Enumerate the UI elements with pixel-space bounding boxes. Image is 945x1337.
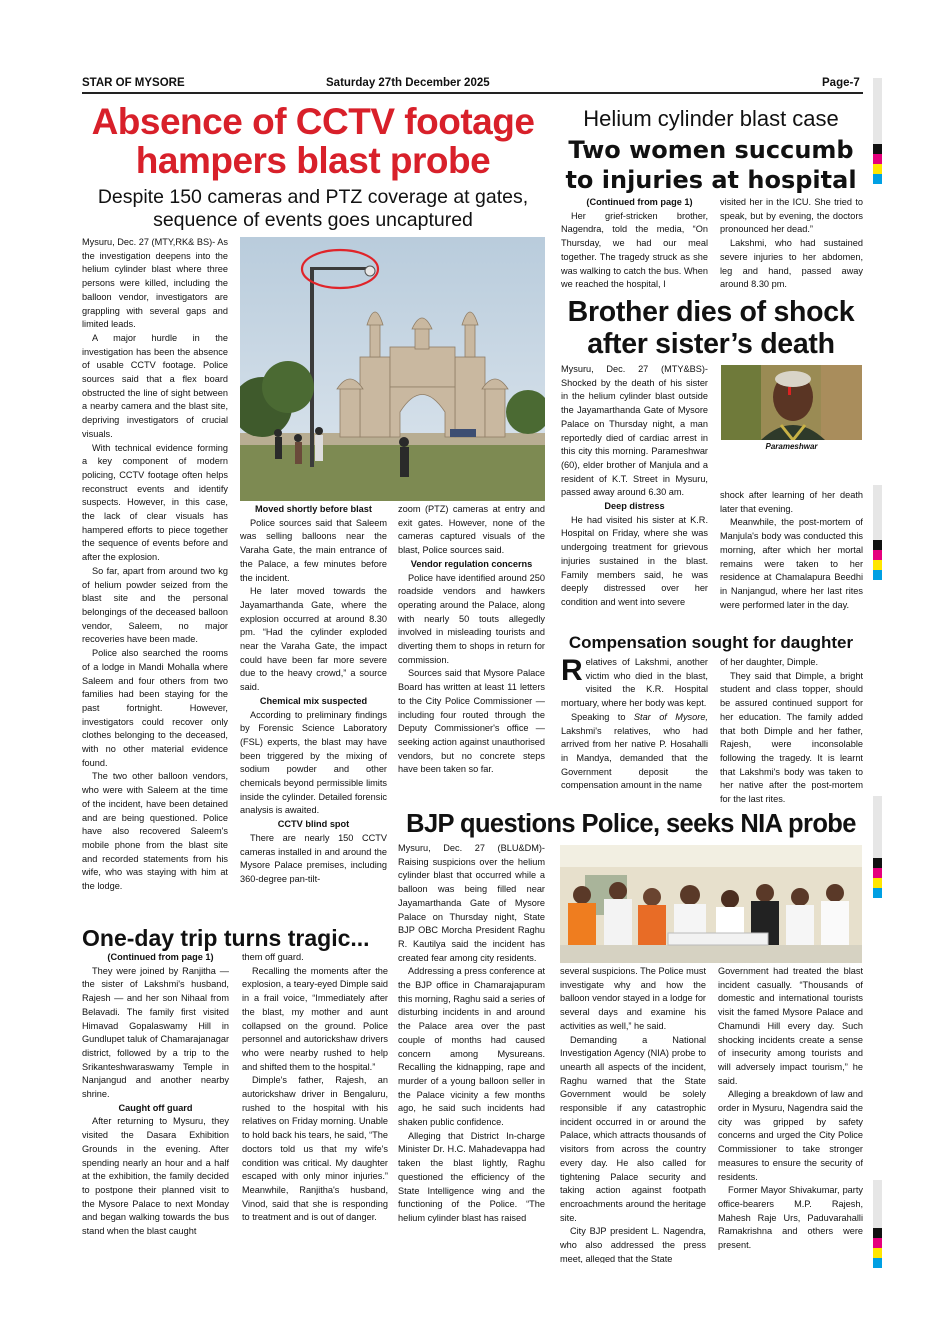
paragraph: The two other balloon vendors, who were with Saleem at the time of the incident, have been detained and are being questioned. Police have also recovered Saleem's mobile phone from the blast site and recorded statements from his wife, who was staying with him at the lodge.: [82, 771, 228, 892]
paper-name: STAR OF MYSORE: [82, 77, 185, 89]
paragraph: Addressing a press conference at the BJP office in Chamarajapuram this morning, Raghu said a series of disturbing incidents in and around the Palace area over the past couple of months had caused concern among Mysureans. Recalling the kidnapping, rape and murder of a young balloon seller in the Palace vicinity a few months ago, he said such incidents had shaken public confidence.: [398, 966, 545, 1128]
paragraph: Recalling the moments after the explosion, a teary-eyed Dimple said in a frail voice, “Immediately after the blast, my mother and aunt collapsed on the ground. Police personnel and autorickshaw drivers who were nearby rushed to help and shifted them to the hospital.”: [242, 965, 388, 1072]
trip-column-1: [82, 951, 229, 1263]
brother-headline: Brother dies of shock after sister’s death: [567, 296, 855, 360]
paragraph: After returning to Mysuru, they visited the Dasara Exhibition Grounds in the evening. After spending nearly an hour and a half at the exhibition, the family decided to postpone their planned visit to the Mysore Palace to next Monday and began walking towards the bus stand when the blast caught: [82, 1116, 229, 1237]
masthead-rule: [82, 92, 863, 94]
subheading: Moved shortly before blast: [255, 504, 372, 514]
paragraph: Government had treated the blast incident casually. “Thousands of domestic and international tourists visit the famed Mysore Palace and Chamundi Hill every day. Such shocking incidents create a sense of insecurity among tourists and will adversely impact tourism,” he said.: [718, 966, 863, 1086]
bjp-column-1: [398, 842, 545, 1262]
bjp-column-3: [718, 965, 863, 1263]
paragraph: So far, apart from around two kg of helium powder seized from the blast site and the personal belongings of the deceased balloon vendor, Saleem, no major recoveries have been made.: [82, 565, 228, 645]
paragraph: them off guard.: [242, 952, 304, 962]
paragraph: Sources said that Mysore Palace Board has written at least 11 letters to the City Police Commissioner — including four routed through the Deputy Commissioner's office — seeking action against unauthorised vendors, but no concrete steps have been taken so far.: [398, 668, 545, 775]
paragraph: They said that Dimple, a bright student and class topper, should be assured continued support for her education. The family added that both Dimple and her father, Rajesh, were inconsolable following the tragedy. It is learnt that Lakshmi's body was taken to her native after the post-mortem for the last rites.: [720, 670, 863, 805]
publication-name: Star of Mysore,: [633, 711, 708, 722]
paragraph: of her daughter, Dimple.: [720, 657, 819, 667]
registration-cyan: [873, 174, 882, 184]
paragraph: Meanwhile, the post-mortem of Manjula's body was conducted this morning, after which her mortal remains were taken to her residence at Chamalapura Beedhi in Nanjangud, where her last rites were performed later in the day.: [720, 517, 863, 610]
brother-column-2: [720, 489, 863, 629]
bjp-headline: BJP questions Police, seeks NIA probe: [406, 810, 856, 838]
registration-black-3: [873, 858, 882, 868]
page-number: Page-7: [822, 77, 860, 89]
registration-strip: [873, 78, 882, 144]
helium-column-2: [720, 196, 863, 296]
cctv-column-3: [398, 503, 545, 813]
portrait-illustration: [721, 365, 862, 440]
paragraph: Police sources said that Saleem was selling balloons near the Varaha Gate, the main entrance of the Palace, a few minutes before the incident.: [240, 517, 387, 583]
subheading: Vendor regulation concerns: [410, 558, 533, 569]
palace-gate-photo: [240, 237, 545, 501]
paragraph: Alleging that District In-charge Minister Dr. H.C. Mahadevappa had taken the blast lightly, Raghu questioned the efficiency of the State Intelligence wing and the functioning of the Police. “The helium cylinder blast has raised: [398, 1130, 545, 1223]
photo-caption: Parameshwar: [765, 442, 818, 451]
paragraph: A major hurdle in the investigation has been the absence of usable CCTV footage. Police sources said that a flex board obstructed the line of sight between a nearby camera and the blast site, depriving investigators of crucial visuals.: [82, 332, 228, 439]
paragraph: [561, 711, 708, 793]
paragraph: [561, 656, 708, 711]
subheading: CCTV blind spot: [277, 819, 350, 830]
paragraph-text: Lakshmi's relatives, who had arrived from her native P. Hosahalli in Mandya, demanded that the Government deposit the compensation amount in the name: [561, 725, 708, 791]
registration-cyan-2: [873, 570, 882, 580]
registration-yellow: [873, 164, 882, 174]
subheading: Deep distress: [604, 501, 665, 512]
paragraph: With technical evidence forming a key component of modern policing, CCTV footage often helps reconstruct events and identify suspects. However, in this case, the lack of clear visuals has hampered efforts to piece together the sequence of events before and after the explosion.: [82, 442, 228, 563]
paragraph: Her grief-stricken brother, Nagendra, told the media, “On Thursday, we had our meal together. The tragedy struck as she was walking to catch the bus. When we reached the hospital, I: [561, 210, 708, 290]
registration-magenta-2: [873, 550, 882, 560]
paragraph: Mysuru, Dec. 27 (MTY,RK& BS)- As the investigation deepens into the helium cylinder blast where three persons were killed, including the balloon vendor, investigators are grappling with several gaps and limited leads.: [82, 237, 228, 330]
paragraph: Dimple's father, Rajesh, an autorickshaw driver in Bengaluru, rushed to the hospital with his relatives on Friday morning. Unable to hold back his tears, he said, “The doctors told us that my wife's condition was critical. My daughter escaped with only minor injuries.” Meanwhile, Ranjitha's husband, Vinod, said that she is responding to treatment and is out of danger.: [242, 1075, 388, 1223]
palace-gate-illustration: [240, 237, 545, 501]
registration-black-2: [873, 540, 882, 550]
paragraph: City BJP president L. Nagendra, who also addressed the press meet, alleged that the State: [560, 1226, 706, 1263]
registration-cyan-3: [873, 888, 882, 898]
cctv-subhead: Despite 150 cameras and PTZ coverage at gates, sequence of events goes uncaptured: [97, 186, 529, 231]
paragraph: Lakshmi, who had sustained severe injuries to her abdomen, leg and hand, passed away around 8.30 pm.: [720, 238, 863, 290]
registration-strip-2: [873, 485, 882, 540]
registration-magenta-3: [873, 868, 882, 878]
paragraph: Alleging a breakdown of law and order in Mysuru, Nagendra said the city was gripped by safety concerns and urged the City Police Commissioner to take stronger measures to ensure the security of residents.: [718, 1089, 863, 1182]
subheading: Caught off guard: [118, 1102, 193, 1113]
paragraph: Demanding a National Investigation Agency (NIA) probe to unearth all aspects of the incident, Raghu warned that the State Government would be solely responsible if any catastrophic incident occurred in or around the Palace, which attracts thousands of visitors from across the country every day. He also called for tightening Palace security and taking action against footpath encroachments around the heritage site.: [560, 1034, 706, 1223]
cctv-column-1: [82, 236, 228, 926]
press-meet-photo: [560, 845, 862, 963]
paragraph-text: elatives of Lakshmi, another victim who died in the blast, visited the K.R. Hospital mortuary, where her body was kept.: [561, 657, 708, 709]
paragraph: Former Mayor Shivakumar, party office-bearers M.P. Rajesh, Mahesh Raje Urs, Paduvarahalli Ramakrishna and others were present.: [718, 1185, 863, 1251]
trip-column-2: [242, 951, 388, 1263]
compensation-column-2: [720, 656, 863, 813]
helium-headline: Two women succumb to injuries at hospital: [565, 136, 857, 194]
continued-note: (Continued from page 1): [107, 952, 214, 962]
parameshwar-photo: [721, 365, 862, 440]
paragraph: zoom (PTZ) cameras at entry and exit gates. However, none of the cameras captured visuals of the blast, Police sources said.: [398, 504, 545, 556]
registration-black-4: [873, 1228, 882, 1238]
paragraph: Police have identified around 250 roadside vendors and hawkers operating around the Palace, along with nearly 50 touts allegedly involved in misleading tourists and diverting them to shops in return for commission.: [398, 572, 545, 665]
registration-strip-3: [873, 796, 882, 858]
paragraph: He had visited his sister at K.R. Hospital on Friday, where she was undergoing treatment for grievous injuries sustained in the blast. Family members said, he was deeply distressed over her condition and went into severe: [561, 514, 708, 607]
bjp-column-2: [560, 965, 706, 1263]
helium-column-1: [561, 196, 708, 296]
registration-magenta: [873, 154, 882, 164]
drop-cap: R: [561, 656, 583, 687]
paragraph: Mysuru, Dec. 27 (MTY&BS)- Shocked by the death of his sister in the helium cylinder blast outside the Jayamarthanda Gate of Mysore Palace on Thursday night, a man reportedly died of cardiac arrest in this city this morning. Parameshwar (60), elder brother of Manjula and a resident of K.T. Street in Mysuru, passed away around 6.30 am.: [561, 364, 708, 498]
registration-yellow-3: [873, 878, 882, 888]
helium-kicker: Helium cylinder blast case: [583, 106, 839, 131]
cctv-headline: Absence of CCTV footage hampers blast probe: [91, 101, 535, 181]
compensation-column-1: [561, 656, 708, 813]
press-meet-illustration: [560, 845, 862, 963]
registration-magenta-4: [873, 1238, 882, 1248]
registration-black: [873, 144, 882, 154]
paragraph: Police also searched the rooms of a lodge in Mandi Mohalla where Saleem and four others from two families had been staying for the past fortnight. However, investigators could recover only clothes belonging to the deceased, with no other material evidence found.: [82, 648, 228, 768]
paragraph: visited her in the ICU. She tried to speak, but by evening, the doctors pronounced her dead.”: [720, 197, 863, 235]
continued-note: (Continued from page 1): [586, 197, 693, 207]
cctv-column-2: [240, 503, 387, 963]
paragraph: He later moved towards the Jayamarthanda Gate, where the explosion occurred at around 8.30 pm. “Had the cylinder exploded near the Varaha Gate, the impact could have been far more severe due to the heavy crowd,” a source said.: [240, 586, 387, 693]
trip-headline: One-day trip turns tragic...: [82, 925, 370, 951]
registration-yellow-2: [873, 560, 882, 570]
brother-column-1: [561, 363, 708, 628]
issue-date: Saturday 27th December 2025: [326, 77, 490, 89]
registration-strip-4: [873, 1180, 882, 1228]
paragraph: There are nearly 150 CCTV cameras installed in and around the Mysore Palace premises, including 360-degree pan-tilt-: [240, 832, 387, 884]
paragraph: several suspicions. The Police must investigate why and how the balloon vendor stayed in a lodge for several days and examine his activities as well,” he said.: [560, 966, 706, 1031]
paragraph: Mysuru, Dec. 27 (BLU&DM)- Raising suspicions over the helium cylinder blast that occurred while a balloon was being filled near Jayamarthanda Gate of Mysore Palace on Thursday night, State BJP OBC Morcha President Raghu R. Kautilya said the incident has created fear among city residents.: [398, 843, 545, 963]
registration-yellow-4: [873, 1248, 882, 1258]
paragraph: According to preliminary findings by Forensic Science Laboratory (FSL) experts, the blast may have been triggered by the mixing of sodium powder and other chemicals beyond permissible limits inside the cylinder. Detailed forensic analysis is awaited.: [240, 709, 387, 816]
paragraph: They were joined by Ranjitha — the sister of Lakshmi's husband, Rajesh — and her son Nihaal from Belavadi. The family first visited Himavad Gopalaswamy Hill in Gundlupet taluk of Chamarajanagar district, followed by a trip to the Srikanteshwaraswamy Temple in Nanjangud and another nearby shrine.: [82, 965, 229, 1100]
registration-cyan-4: [873, 1258, 882, 1268]
compensation-headline: Compensation sought for daughter: [568, 633, 854, 652]
subheading: Chemical mix suspected: [259, 695, 368, 706]
paragraph-text: Speaking to: [571, 711, 634, 722]
paragraph: shock after learning of her death later that evening.: [720, 490, 863, 514]
